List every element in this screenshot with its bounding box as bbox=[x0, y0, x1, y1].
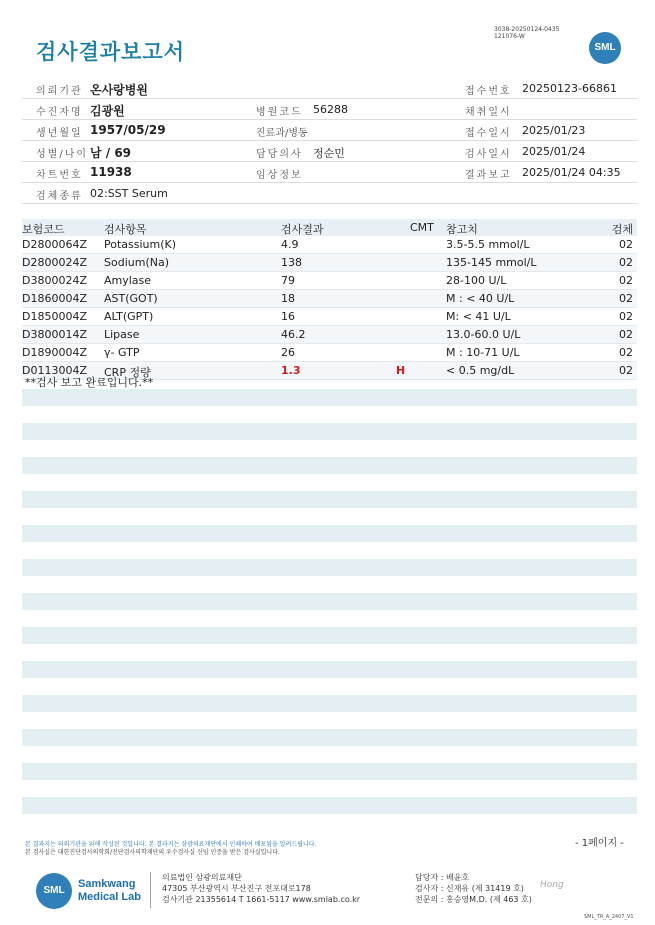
info-value: 2025/01/24 bbox=[522, 145, 586, 158]
info-label: 접수일시 bbox=[465, 128, 512, 139]
empty-band bbox=[22, 729, 637, 746]
cell-ref: 3.5-5.5 mmol/L bbox=[446, 238, 530, 251]
header-ref: 참고치 bbox=[446, 223, 478, 236]
cell-item: Lipase bbox=[104, 328, 140, 341]
cell-spec: 02 bbox=[619, 346, 633, 359]
info-value: 02:SST Serum bbox=[90, 187, 168, 200]
cell-result: 4.9 bbox=[281, 238, 299, 251]
cell-item: ALT(GPT) bbox=[104, 310, 154, 323]
organization-info bbox=[162, 872, 360, 905]
info-value: 남 / 69 bbox=[90, 146, 132, 160]
info-value: 정순민 bbox=[313, 147, 345, 160]
empty-band bbox=[22, 457, 637, 474]
cell-result: 138 bbox=[281, 256, 302, 269]
header-spec: 검체 bbox=[611, 223, 633, 236]
cell-item: CRP 정량 bbox=[104, 366, 151, 379]
cell-item: AST(GOT) bbox=[104, 292, 158, 305]
cell-ref: 135-145 mmol/L bbox=[446, 256, 537, 269]
info-value: 1957/05/29 bbox=[90, 123, 166, 137]
footer-note-1: 본 결과지는 의뢰기관을 위해 작성된 것입니다. 본 결과지는 삼광의료재단에서 인쇄하여 배포됨을 알려드립니다. bbox=[25, 841, 317, 848]
cell-result: 26 bbox=[281, 346, 295, 359]
document-id-line2: 121076-W bbox=[494, 33, 525, 40]
cell-item: Sodium(Na) bbox=[104, 256, 169, 269]
info-label: 성별/나이 bbox=[36, 149, 89, 160]
table-row bbox=[22, 344, 637, 362]
empty-band bbox=[22, 695, 637, 712]
cell-code: D0113004Z bbox=[22, 364, 87, 377]
info-label: 채취일시 bbox=[465, 107, 512, 118]
cell-code: D3800024Z bbox=[22, 274, 87, 287]
sml-logo-icon: SML bbox=[589, 32, 621, 64]
info-row bbox=[22, 141, 637, 162]
info-label: 생년월일 bbox=[36, 128, 83, 139]
info-value: 2025/01/23 bbox=[522, 124, 586, 137]
info-value: 56288 bbox=[313, 103, 348, 116]
cell-code: D2800024Z bbox=[22, 256, 87, 269]
empty-band bbox=[22, 593, 637, 610]
page-number: - 1페이지 - bbox=[575, 838, 624, 849]
cell-code: D1890004Z bbox=[22, 346, 87, 359]
cell-code: D2800064Z bbox=[22, 238, 87, 251]
empty-band bbox=[22, 525, 637, 542]
table-row bbox=[22, 254, 637, 272]
empty-band bbox=[22, 763, 637, 780]
table-row bbox=[22, 236, 637, 254]
cell-code: D1860004Z bbox=[22, 292, 87, 305]
org-line1: 의료법인 삼광의료재단 bbox=[162, 873, 242, 882]
cell-spec: 02 bbox=[619, 274, 633, 287]
table-row bbox=[22, 290, 637, 308]
table-row bbox=[22, 272, 637, 290]
document-id bbox=[494, 26, 559, 40]
table-row bbox=[22, 326, 637, 344]
header-cmt: CMT bbox=[410, 221, 434, 234]
info-row bbox=[22, 183, 637, 204]
info-label: 의뢰기관 bbox=[36, 86, 83, 97]
info-label: 수진자명 bbox=[36, 107, 83, 118]
footer-notes bbox=[25, 841, 316, 857]
cell-ref: M: < 41 U/L bbox=[446, 310, 511, 323]
info-label: 차트번호 bbox=[36, 170, 83, 181]
empty-band bbox=[22, 423, 637, 440]
form-code: SML_TR_A_2407_V1 bbox=[584, 914, 634, 920]
cell-ref: < 0.5 mg/dL bbox=[446, 364, 515, 377]
cell-result: 46.2 bbox=[281, 328, 306, 341]
info-row bbox=[22, 120, 637, 141]
info-value: 2025/01/24 04:35 bbox=[522, 166, 621, 179]
patient-info-table bbox=[22, 78, 637, 204]
signers-info bbox=[415, 872, 532, 905]
empty-band bbox=[22, 627, 637, 644]
results-header bbox=[22, 219, 637, 236]
info-value: 20250123-66861 bbox=[522, 82, 617, 95]
table-row bbox=[22, 308, 637, 326]
org-line3: 검사기관 21355614 T 1661-5117 www.smlab.co.kr bbox=[162, 895, 361, 904]
cell-result: 16 bbox=[281, 310, 295, 323]
info-label: 담당의사 bbox=[256, 149, 303, 160]
empty-band bbox=[22, 661, 637, 678]
signer-tester: 검사자 : 신재유 (제 31419 호) bbox=[415, 884, 524, 893]
signature-mark: Hong bbox=[540, 880, 564, 890]
cell-item: Potassium(K) bbox=[104, 238, 177, 251]
info-label: 임상정보 bbox=[256, 170, 303, 181]
cell-spec: 02 bbox=[619, 256, 633, 269]
cell-result: 18 bbox=[281, 292, 295, 305]
info-label: 진료과/병동 bbox=[256, 128, 308, 139]
footer-note-2: 본 검사실은 대한진단검사의학회/진단검사의학재단의 우수검사실 신임 인증을 받은 검사실입니다. bbox=[25, 849, 280, 856]
empty-band bbox=[22, 491, 637, 508]
info-label: 검체종류 bbox=[36, 191, 83, 202]
brand-line1: Samkwang bbox=[78, 878, 136, 890]
header-result: 검사결과 bbox=[281, 223, 324, 236]
document-id-line1: 3038-20250124-0435 bbox=[494, 26, 560, 33]
info-value: 11938 bbox=[90, 165, 132, 179]
header-code: 보험코드 bbox=[22, 223, 65, 236]
info-label: 접수번호 bbox=[465, 86, 512, 97]
report-complete-note: **검사 보고 완료입니다.** bbox=[25, 376, 154, 389]
report-title: 검사결과보고서 bbox=[36, 40, 186, 64]
cell-spec: 02 bbox=[619, 310, 633, 323]
empty-band bbox=[22, 559, 637, 576]
info-row bbox=[22, 99, 637, 120]
cell-ref: M : < 40 U/L bbox=[446, 292, 515, 305]
results-body bbox=[22, 236, 637, 380]
cell-spec: 02 bbox=[619, 292, 633, 305]
footer-divider bbox=[150, 872, 151, 908]
cell-ref: 28-100 U/L bbox=[446, 274, 507, 287]
cell-code: D3800014Z bbox=[22, 328, 87, 341]
cell-item: γ- GTP bbox=[104, 346, 140, 359]
signer-staff: 담당자 : 배윤호 bbox=[415, 873, 470, 882]
info-value: 김광원 bbox=[90, 104, 125, 118]
info-row bbox=[22, 78, 637, 99]
cell-spec: 02 bbox=[619, 364, 633, 377]
info-value: 온사랑병원 bbox=[90, 83, 148, 97]
brand-line2: Medical Lab bbox=[78, 891, 141, 903]
org-line2: 47305 부산광역시 부산진구 전포대로178 bbox=[162, 884, 311, 893]
empty-band bbox=[22, 797, 637, 814]
info-label: 결과보고 bbox=[465, 170, 512, 181]
empty-band bbox=[22, 389, 637, 406]
cell-result: 79 bbox=[281, 274, 295, 287]
cell-ref: 13.0-60.0 U/L bbox=[446, 328, 521, 341]
cell-spec: 02 bbox=[619, 238, 633, 251]
high-flag: H bbox=[396, 364, 406, 377]
results-table bbox=[22, 219, 637, 380]
cell-ref: M : 10-71 U/L bbox=[446, 346, 520, 359]
empty-row-bands bbox=[22, 389, 637, 831]
header-item: 검사항목 bbox=[104, 223, 147, 236]
cell-spec: 02 bbox=[619, 328, 633, 341]
cell-result-abnormal: 1.3 bbox=[281, 364, 301, 377]
info-label: 병원코드 bbox=[256, 107, 303, 118]
sml-footer-logo-icon: SML bbox=[36, 873, 72, 909]
cell-item: Amylase bbox=[104, 274, 152, 287]
cell-code: D1850004Z bbox=[22, 310, 87, 323]
signer-specialist: 전문의 : 홍승영M.D. (제 463 호) bbox=[415, 895, 532, 904]
info-row bbox=[22, 162, 637, 183]
brand-name bbox=[78, 878, 141, 904]
info-label: 검사일시 bbox=[465, 149, 512, 160]
